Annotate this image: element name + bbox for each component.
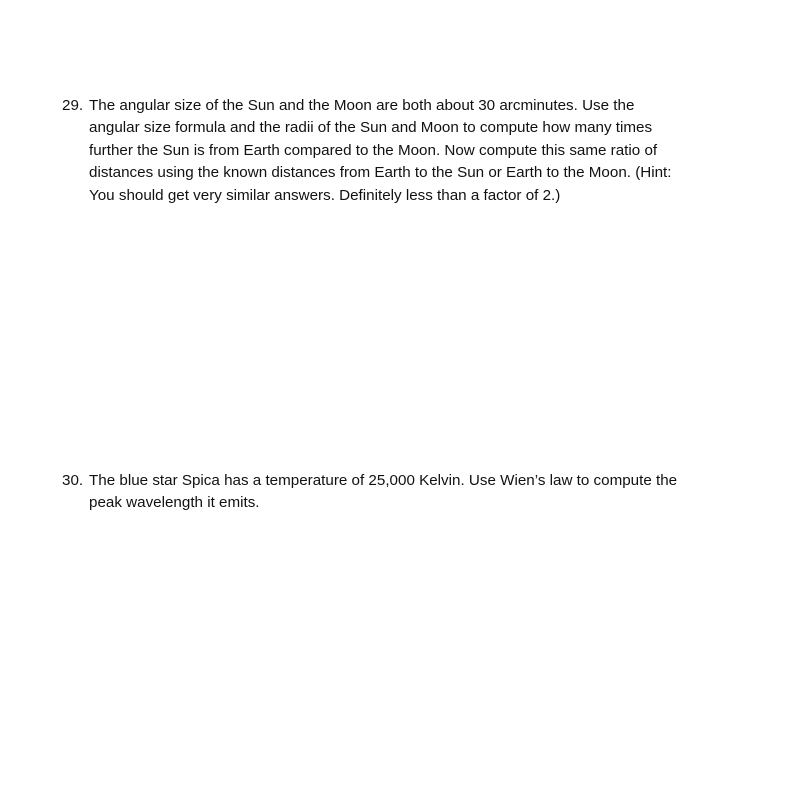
question-line: You should get very similar answers. Definitely less than a factor of 2.) bbox=[89, 186, 561, 204]
question-29 bbox=[62, 95, 742, 207]
question-number: 30. bbox=[62, 472, 84, 489]
question-number: 29. bbox=[62, 97, 84, 114]
question-line: The angular size of the Sun and the Moon are both about 30 arcminutes. Use the bbox=[89, 97, 635, 114]
question-line: further the Sun is from Earth compared to the Moon. Now compute this same ratio of bbox=[89, 141, 658, 159]
question-text bbox=[89, 470, 742, 515]
question-text bbox=[89, 95, 742, 207]
question-line: peak wavelength it emits. bbox=[89, 494, 260, 512]
question-30 bbox=[62, 470, 742, 515]
question-line: angular size formula and the radii of the Sun and Moon to compute how many times bbox=[89, 119, 653, 137]
question-line: The blue star Spica has a temperature of 25,000 Kelvin. Use Wien’s law to compute the bbox=[89, 472, 678, 489]
question-line: distances using the known distances from Earth to the Sun or Earth to the Moon. (Hint: bbox=[89, 164, 672, 182]
